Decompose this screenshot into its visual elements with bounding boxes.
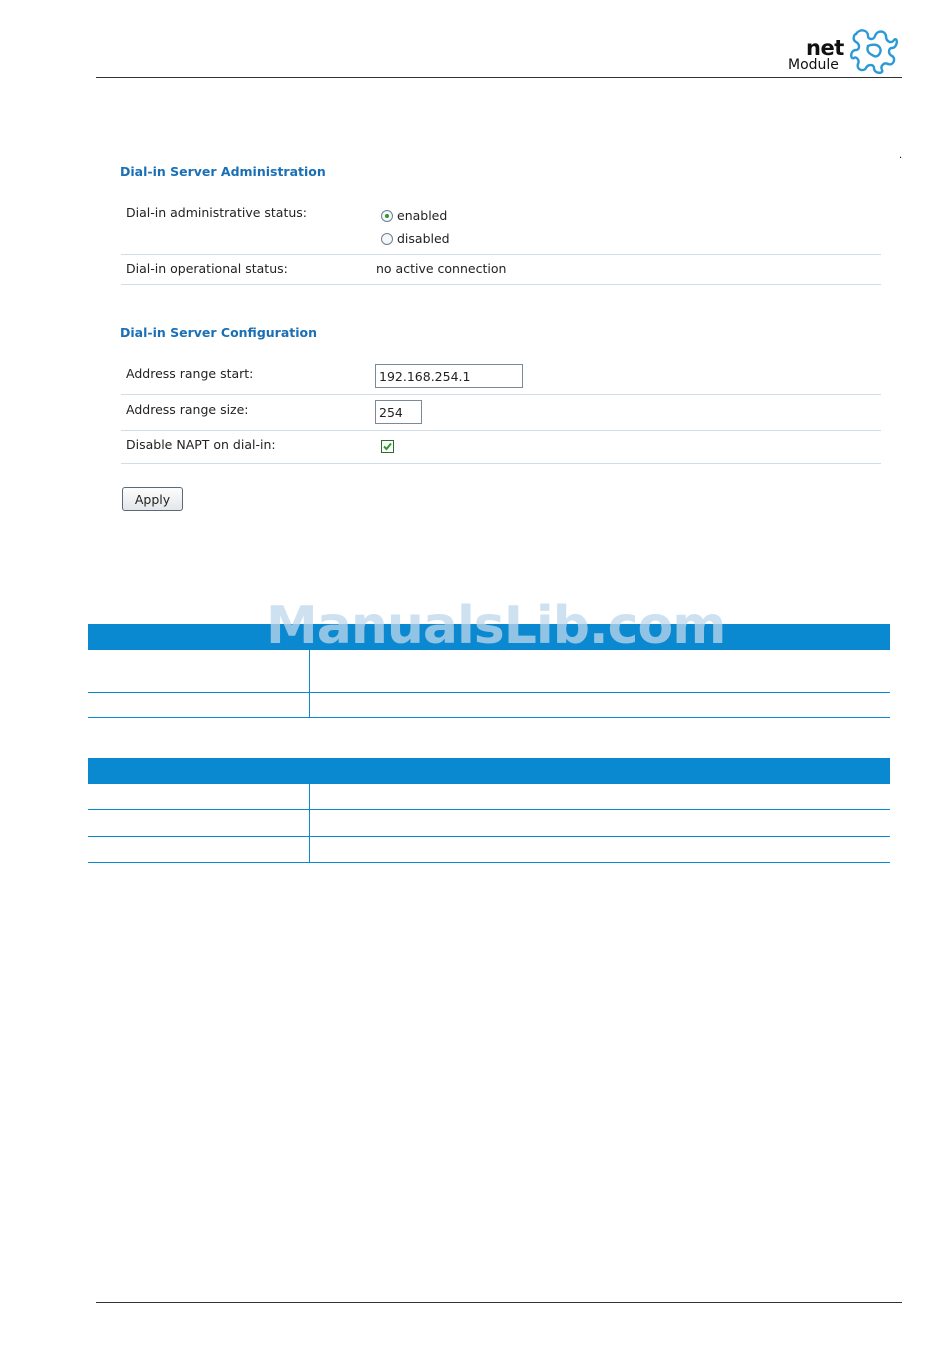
napt-row xyxy=(121,431,881,464)
range-start-row xyxy=(121,357,881,395)
range-size-input[interactable] xyxy=(375,400,422,424)
stray-mark: . xyxy=(899,150,903,161)
logo-text-net: net xyxy=(806,36,844,60)
range-start-label: Address range start: xyxy=(126,366,254,381)
table-2-row xyxy=(88,837,890,863)
range-start-input[interactable] xyxy=(375,364,523,388)
table-2-row-divider xyxy=(309,784,310,809)
configuration-section-title: Dial-in Server Configuration xyxy=(120,325,318,340)
administration-section-title: Dial-in Server Administration xyxy=(120,164,326,179)
table-2-row xyxy=(88,810,890,837)
apply-button[interactable]: Apply xyxy=(122,487,183,511)
napt-checkbox[interactable] xyxy=(381,440,394,453)
footer-divider xyxy=(96,1302,902,1303)
table-2-row-divider xyxy=(309,837,310,862)
radio-enabled-label[interactable]: enabled xyxy=(397,208,448,223)
table-2-row-divider xyxy=(309,810,310,836)
puzzle-logo-icon xyxy=(850,26,900,76)
admin-status-row xyxy=(121,196,881,255)
table-2-header xyxy=(88,758,890,784)
oper-status-label: Dial-in operational status: xyxy=(126,261,288,276)
radio-disabled-icon[interactable] xyxy=(381,233,393,245)
watermark-text: ManualsLib.com xyxy=(266,596,726,656)
header-divider xyxy=(96,77,902,78)
range-size-row xyxy=(121,395,881,431)
oper-status-row xyxy=(121,255,881,285)
checkmark-icon xyxy=(382,441,393,452)
table-1-row xyxy=(88,693,890,718)
range-size-label: Address range size: xyxy=(126,402,249,417)
radio-enabled-icon[interactable] xyxy=(381,210,393,222)
radio-option-disabled[interactable] xyxy=(381,231,450,246)
table-1-row xyxy=(88,650,890,693)
netmodule-logo xyxy=(786,26,902,78)
admin-status-label: Dial-in administrative status: xyxy=(126,205,308,220)
radio-disabled-label[interactable]: disabled xyxy=(397,231,450,246)
napt-label: Disable NAPT on dial-in: xyxy=(126,437,276,452)
radio-option-enabled[interactable] xyxy=(381,208,447,223)
oper-status-value: no active connection xyxy=(376,261,507,276)
table-1-row-divider xyxy=(309,693,310,717)
table-1-row-divider xyxy=(309,650,310,692)
logo-text-module: Module xyxy=(788,57,839,73)
table-2-row xyxy=(88,784,890,810)
